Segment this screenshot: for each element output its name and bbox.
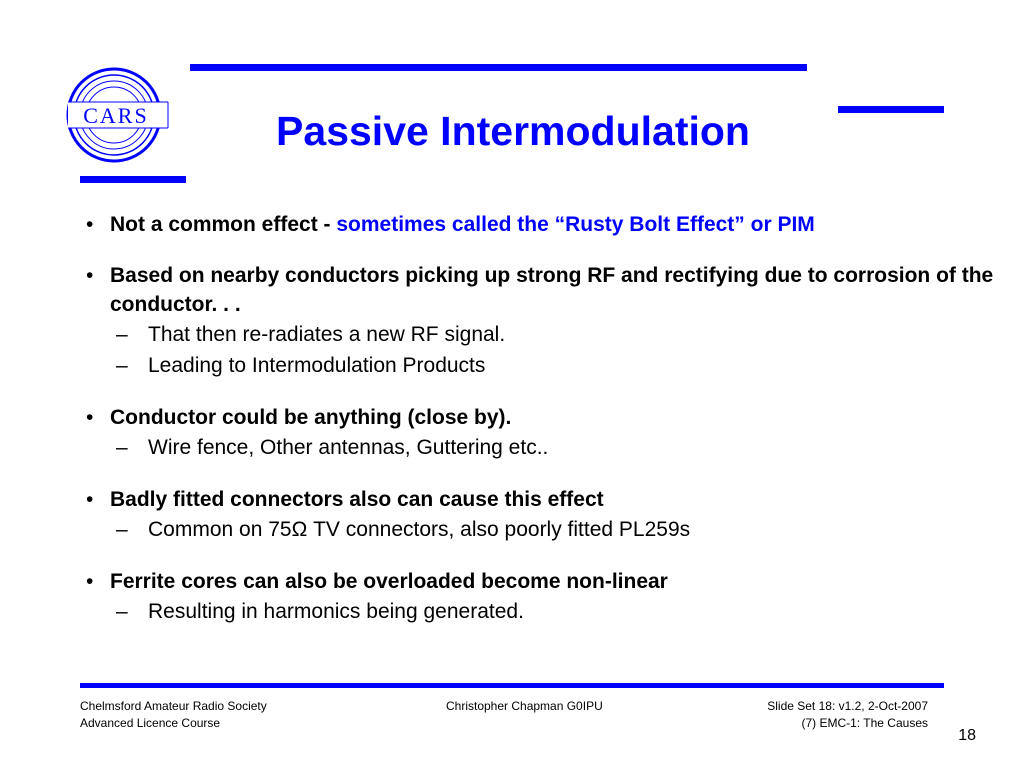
- footer-section: (7) EMC-1: The Causes: [801, 716, 928, 730]
- bullet-item: [84, 261, 1004, 381]
- footer-slide-set: Slide Set 18: v1.2, 2-Oct-2007: [767, 699, 928, 713]
- bullet-text: [84, 403, 1004, 463]
- bullet-text: [84, 261, 1004, 381]
- sub-list: [84, 432, 1004, 463]
- bullet-item: [84, 485, 1004, 545]
- bullet-text: [84, 210, 1004, 239]
- footer-society: Chelmsford Amateur Radio Society: [80, 699, 267, 713]
- bullet-bold-text: Conductor could be anything (close by).: [110, 406, 512, 429]
- bullet-text: [84, 567, 1004, 627]
- sub-list: [84, 514, 1004, 545]
- footer-right: [767, 698, 928, 732]
- sub-item-text: Wire fence, Other antennas, Guttering etc..: [148, 436, 549, 459]
- footer-author: Christopher Chapman G0IPU: [446, 699, 603, 713]
- sub-item: [84, 350, 1004, 381]
- sub-item: [84, 319, 1004, 350]
- sub-dash: –: [116, 600, 128, 623]
- bullet-dot: •: [86, 264, 94, 287]
- sub-item-text: Leading to Intermodulation Products: [148, 354, 486, 377]
- sub-dash: –: [116, 436, 128, 459]
- sub-dash: –: [116, 354, 128, 377]
- bullet-bold-text: Based on nearby conductors picking up strong RF and rectifying due to corrosion of the conductor. . .: [110, 264, 994, 316]
- sub-item-text: Common on 75Ω TV connectors, also poorly fitted PL259s: [148, 518, 691, 541]
- sub-dash: –: [116, 323, 128, 346]
- sub-item: [84, 432, 1004, 463]
- sub-item-text: Resulting in harmonics being generated.: [148, 600, 524, 623]
- bullet-bold-text: Ferrite cores can also be overloaded become non-linear: [110, 570, 668, 593]
- bullet-bold-text: Not a common effect -: [110, 213, 337, 236]
- bullet-dot: •: [86, 406, 94, 429]
- sub-list: [84, 596, 1004, 627]
- logo-text: CARS: [83, 103, 149, 128]
- footer-divider: [80, 683, 944, 688]
- page-number: 18: [958, 727, 976, 744]
- sub-dash: –: [116, 518, 128, 541]
- bullet-item: [84, 403, 1004, 463]
- footer-course: Advanced Licence Course: [80, 716, 221, 730]
- footer-left: [80, 698, 267, 732]
- bullet-item: [84, 210, 1004, 239]
- bullet-highlight-text: sometimes called the “Rusty Bolt Effect” or PIM: [336, 213, 815, 236]
- slide-body: [84, 210, 1004, 649]
- bullet-dot: •: [86, 488, 94, 511]
- bullet-dot: •: [86, 213, 94, 236]
- sub-item: [84, 514, 1004, 545]
- sub-item-text: That then re-radiates a new RF signal.: [148, 323, 506, 346]
- bullet-bold-text: Badly fitted connectors also can cause this effect: [110, 488, 604, 511]
- bullet-dot: •: [86, 570, 94, 593]
- sub-item: [84, 596, 1004, 627]
- bullet-text: [84, 485, 1004, 545]
- sub-list: [84, 319, 1004, 381]
- footer-center: [446, 698, 603, 715]
- bullet-item: [84, 567, 1004, 627]
- top-title-bar: [190, 64, 807, 71]
- page-title: Passive Intermodulation: [276, 108, 750, 154]
